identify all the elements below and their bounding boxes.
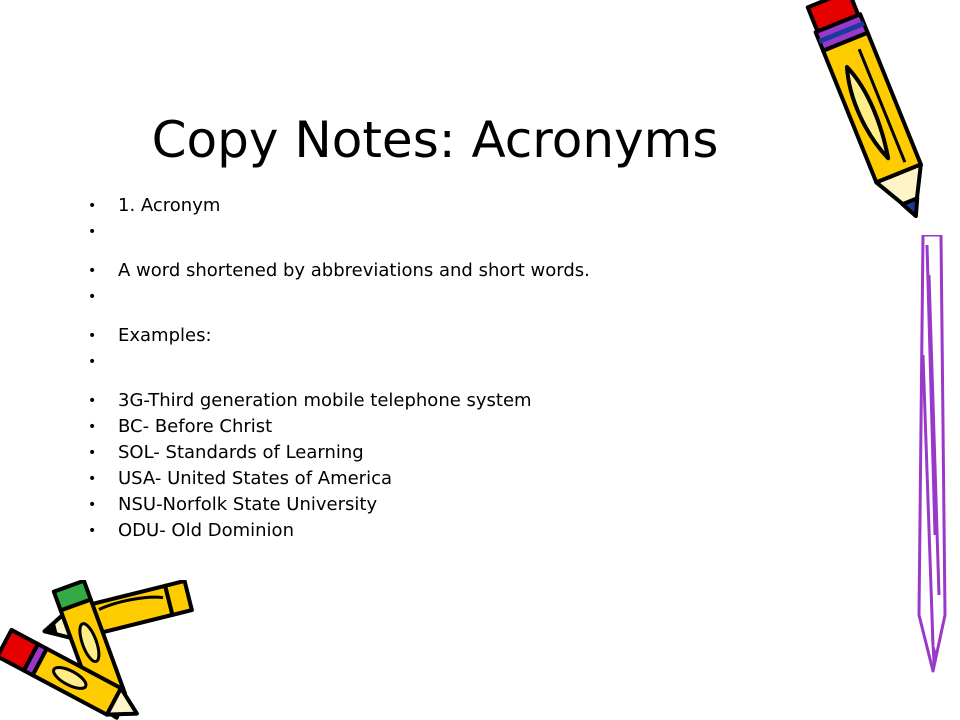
bullet-glyph: • xyxy=(88,393,97,409)
list-item-text: 1. Acronym xyxy=(118,195,221,216)
bullet-glyph: • xyxy=(88,354,97,370)
bullet-glyph: • xyxy=(88,198,97,214)
pencil-icon xyxy=(905,235,955,675)
list-item xyxy=(88,349,788,388)
list-item-text: 3G-Third generation mobile telephone system xyxy=(118,390,532,411)
list-item xyxy=(88,388,788,414)
list-item-text: A word shortened by abbreviations and short words. xyxy=(118,260,590,281)
list-item xyxy=(88,258,788,284)
bullet-glyph: • xyxy=(88,523,97,539)
bullet-glyph: • xyxy=(88,471,97,487)
list-item xyxy=(88,492,788,518)
list-item xyxy=(88,440,788,466)
list-item xyxy=(88,193,788,219)
list-item-text: USA- United States of America xyxy=(118,468,392,489)
list-item-text: NSU-Norfolk State University xyxy=(118,494,378,515)
list-item xyxy=(88,323,788,349)
pencil-icon xyxy=(805,0,945,230)
bullet-list xyxy=(88,193,788,544)
pencil-icon xyxy=(0,580,200,720)
list-item-text: ODU- Old Dominion xyxy=(118,520,294,541)
list-item xyxy=(88,414,788,440)
list-item xyxy=(88,466,788,492)
list-item xyxy=(88,284,788,323)
bullet-glyph: • xyxy=(88,263,97,279)
list-item xyxy=(88,219,788,258)
list-item-text: SOL- Standards of Learning xyxy=(118,442,364,463)
bullet-glyph: • xyxy=(88,419,97,435)
bullet-glyph: • xyxy=(88,497,97,513)
list-item xyxy=(88,518,788,544)
list-item-text: BC- Before Christ xyxy=(118,416,273,437)
list-item-text: Examples: xyxy=(118,325,212,346)
bullet-glyph: • xyxy=(88,289,97,305)
bullet-glyph: • xyxy=(88,224,97,240)
bullet-glyph: • xyxy=(88,445,97,461)
bullet-glyph: • xyxy=(88,328,97,344)
slide-title: Copy Notes: Acronyms xyxy=(151,111,719,169)
